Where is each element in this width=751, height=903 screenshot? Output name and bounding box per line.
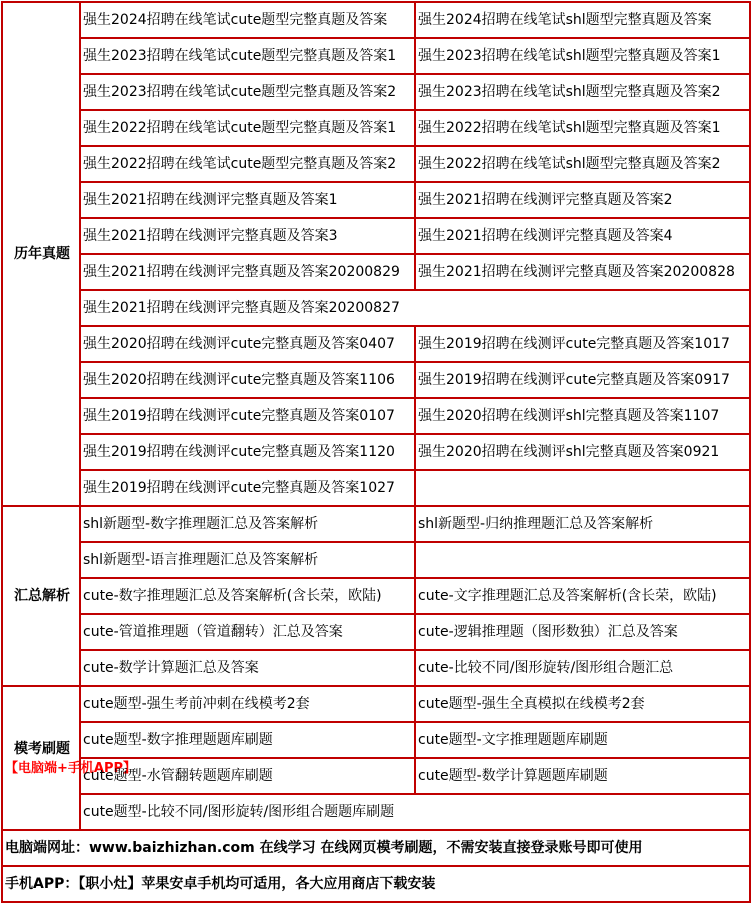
material-item[interactable]: 强生2022招聘在线笔试shl题型完整真题及答案2 [415,146,750,182]
material-item[interactable]: 强生2021招聘在线测评完整真题及答案3 [80,218,415,254]
table-row [2,650,750,686]
material-item[interactable]: 强生2023招聘在线笔试shl题型完整真题及答案2 [415,74,750,110]
empty-cell [415,542,750,578]
material-item[interactable]: 强生2019招聘在线测评cute完整真题及答案1027 [80,470,415,506]
table-row [2,146,750,182]
section-summary-header [2,506,80,686]
material-item[interactable]: 强生2019招聘在线测评cute完整真题及答案1120 [80,434,415,470]
table-row [2,434,750,470]
material-item[interactable]: cute题型-强生考前冲刺在线模考2套 [80,686,415,722]
table-row [2,182,750,218]
material-item[interactable]: 强生2021招聘在线测评完整真题及答案1 [80,182,415,218]
material-item[interactable]: shl新题型-归纳推理题汇总及答案解析 [415,506,750,542]
material-item[interactable]: cute-逻辑推理题（图形数独）汇总及答案 [415,614,750,650]
table-row [2,542,750,578]
table-row [2,254,750,290]
table-row [2,614,750,650]
material-item[interactable]: 强生2021招聘在线测评完整真题及答案4 [415,218,750,254]
material-item[interactable]: cute题型-强生全真模拟在线模考2套 [415,686,750,722]
materials-table [1,1,751,903]
section-mock-header [2,686,137,830]
material-item[interactable]: 强生2020招聘在线测评cute完整真题及答案1106 [80,362,415,398]
section-title: 历年真题 [14,246,70,262]
material-item[interactable]: 强生2022招聘在线笔试cute题型完整真题及答案1 [80,110,415,146]
material-item[interactable]: 强生2024招聘在线笔试cute题型完整真题及答案 [80,2,415,38]
table-row [2,290,750,326]
material-item[interactable]: 强生2021招聘在线测评完整真题及答案20200827 [80,290,750,326]
material-item[interactable]: cute题型-数字推理题题库刷题 [80,722,415,758]
material-item[interactable]: 强生2020招聘在线测评shl完整真题及答案0921 [415,434,750,470]
section-subtitle: 【电脑端+手机APP】 [5,760,137,776]
material-item[interactable]: shl新题型-数字推理题汇总及答案解析 [80,506,415,542]
section-history-header [2,2,80,506]
table-row [2,2,750,38]
material-item[interactable]: cute题型-文字推理题题库刷题 [415,722,750,758]
material-item[interactable]: 强生2022招聘在线笔试cute题型完整真题及答案2 [80,146,415,182]
materials-table-body [2,2,750,902]
material-item[interactable]: 强生2024招聘在线笔试shl题型完整真题及答案 [415,2,750,38]
material-item[interactable]: 强生2021招聘在线测评完整真题及答案20200829 [80,254,415,290]
table-row [2,470,750,506]
table-row [2,686,750,722]
material-item[interactable]: 强生2021招聘在线测评完整真题及答案20200828 [415,254,750,290]
material-item[interactable]: 强生2019招聘在线测评cute完整真题及答案1017 [415,326,750,362]
material-item[interactable]: cute-数字推理题汇总及答案解析(含长荣，欧陆) [80,578,415,614]
material-item[interactable]: cute题型-比较不同/图形旋转/图形组合题题库刷题 [80,794,750,830]
material-item[interactable]: 强生2019招聘在线测评cute完整真题及答案0917 [415,362,750,398]
material-item[interactable]: shl新题型-语言推理题汇总及答案解析 [80,542,415,578]
material-item[interactable]: 强生2020招聘在线测评shl完整真题及答案1107 [415,398,750,434]
section-title: 汇总解析 [14,588,70,604]
table-row [2,218,750,254]
table-row [2,578,750,614]
table-row [2,74,750,110]
table-row [2,110,750,146]
footer-app-info: 手机APP：【职小灶】苹果安卓手机均可适用，各大应用商店下载安装 [2,866,750,902]
material-item[interactable]: 强生2021招聘在线测评完整真题及答案2 [415,182,750,218]
section-title: 模考刷题 [14,740,70,757]
material-item[interactable]: cute-管道推理题（管道翻转）汇总及答案 [80,614,415,650]
material-item[interactable]: 强生2019招聘在线测评cute完整真题及答案0107 [80,398,415,434]
material-item[interactable]: 强生2023招聘在线笔试shl题型完整真题及答案1 [415,38,750,74]
table-row [2,326,750,362]
table-row [2,794,750,830]
table-row [2,362,750,398]
material-item[interactable]: cute-数学计算题汇总及答案 [80,650,415,686]
material-item[interactable]: cute-比较不同/图形旋转/图形组合题汇总 [415,650,750,686]
empty-cell [415,470,750,506]
material-item[interactable]: 强生2023招聘在线笔试cute题型完整真题及答案2 [80,74,415,110]
table-row [2,38,750,74]
footer-row [2,830,750,866]
material-item[interactable]: 强生2023招聘在线笔试cute题型完整真题及答案1 [80,38,415,74]
footer-web-address: 电脑端网址：www.baizhizhan.com 在线学习 在线网页模考刷题，不需安装直接登录账号即可使用 [2,830,750,866]
material-item[interactable]: 强生2022招聘在线笔试shl题型完整真题及答案1 [415,110,750,146]
material-item[interactable]: cute题型-数学计算题题库刷题 [415,758,750,794]
footer-row [2,866,750,902]
material-item[interactable]: 强生2020招聘在线测评cute完整真题及答案0407 [80,326,415,362]
table-row [2,506,750,542]
table-row [2,398,750,434]
material-item[interactable]: cute题型-水管翻转题题库刷题 [80,758,415,794]
table-row [2,722,750,758]
material-item[interactable]: cute-文字推理题汇总及答案解析(含长荣，欧陆) [415,578,750,614]
